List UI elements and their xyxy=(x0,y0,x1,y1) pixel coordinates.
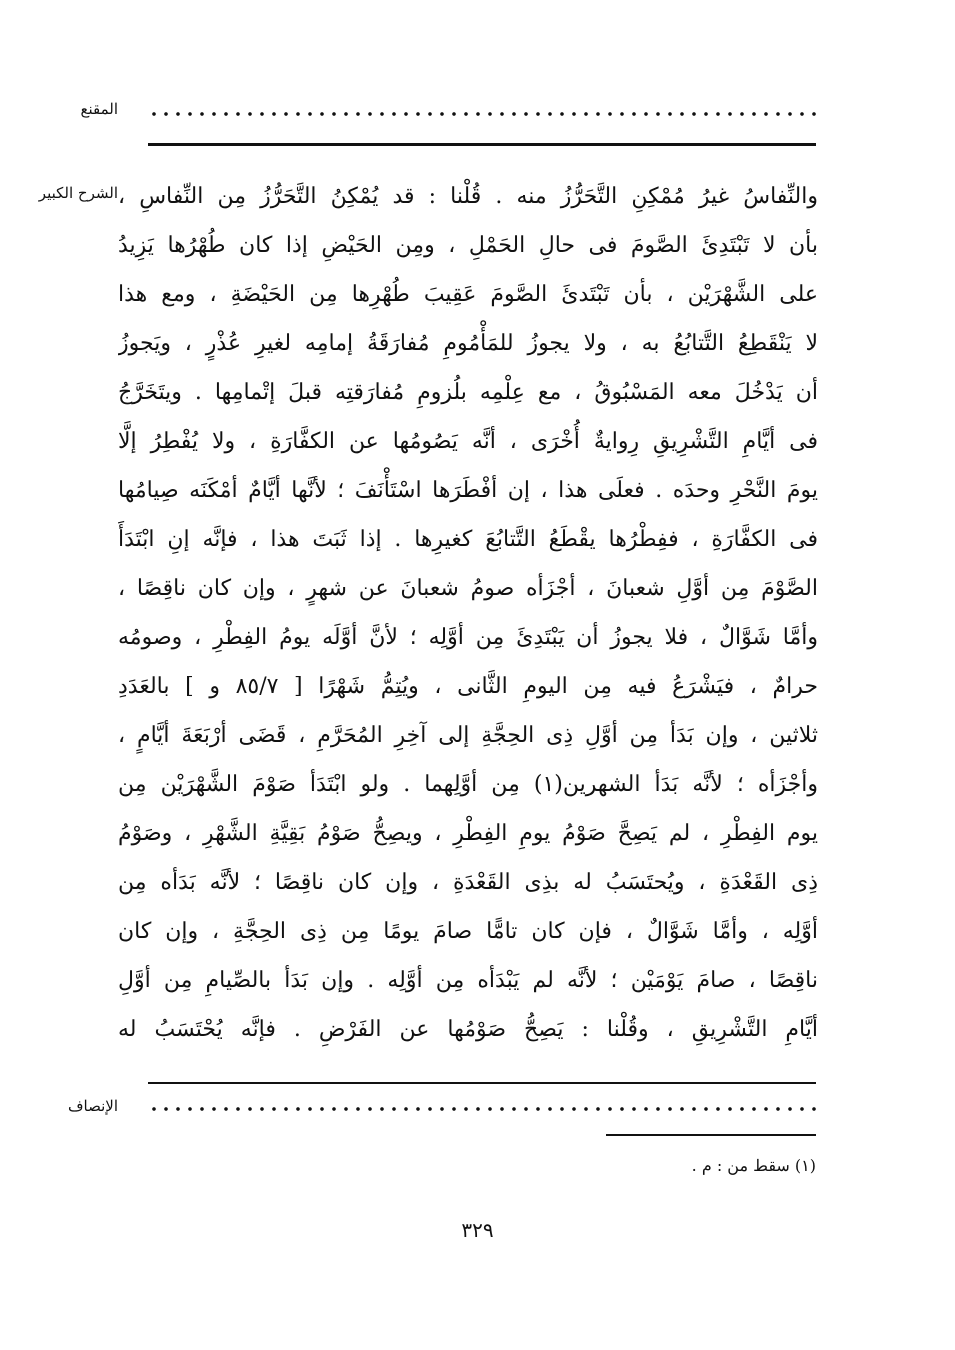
text-line-15: ذِى القَعْدَةِ ، ويُحتَسَبُ له بذِى القَعْدَةِ ، وإن كان ناقِصًا ؛ لأنَّه بَدَأه مِن xyxy=(118,870,818,895)
top-rule xyxy=(148,143,816,146)
text-line-18: أيَّامِ التَّشْرِيقِ ، وقُلْنا : يَصِحُّ صَوْمُها عن الفَرْضِ . فإنَّه يُحْتَسَبُ له xyxy=(118,1017,818,1042)
text-line-2: بأن لا تَبْتَدِئَ الصَّومَ فى حالِ الحَمْلِ ، ومِن الحَيْضِ إذا كان طُهْرُها يَزِيدُ xyxy=(118,233,818,258)
text-line-6: فى أيَّامِ التَّشْرِيقِ رِوايةٌ أُخْرَى ، أنَّه يَصُومُها عن الكفَّارَةِ ، ولا يُفْطِرُ إلَّا xyxy=(118,429,818,454)
text-line-3: على الشَّهْرَيْن ، بأن تَبْتَدئَ الصَّومَ عَقِيبَ طُهْرِها مِن الحَيْضَةِ ، ومع هذا xyxy=(118,282,818,307)
footnote-separator xyxy=(606,1134,816,1136)
insaf-section-label: الإنصاف xyxy=(67,1097,118,1115)
sharh-section-label: الشرح الكبير xyxy=(38,184,118,202)
main-text-block xyxy=(118,172,818,1054)
text-line-8: فى الكفَّارَةِ ، ففِطْرُها يقْطَعُ التَّتابُعَ كغيرِها . إذا ثَبَتَ هذا ، فإنَّه إنِ ابْتَدَأَ xyxy=(118,527,818,552)
top-dotted-line xyxy=(148,111,816,117)
text-line-4: لا يَنْقَطِعُ التَّتابُعُ به ، ولا يجوزُ للمَأْمُومِ مُفارَقَةُ إمامِه لغيرِ عُذْرٍ ، ويَجوزُ xyxy=(118,331,818,356)
footnote: (١) سقط من : م . xyxy=(691,1156,816,1175)
text-line-10: وأمَّا شَوَّالٌ ، فلا يجوزُ أن يَبْتَدِئَ مِن أوَّلِه ؛ لأنَّ أوَّلَه يومُ الفِطْرِ ، وصومُه xyxy=(118,625,818,650)
text-line-17: ناقِصًا ، صامَ يَوْمَيْن ؛ لأنَّه لم يَبْدَأه مِن أوَّلِه . وإن بَدَأ بالصِّيامِ مِن أوَّلِ xyxy=(118,968,818,993)
text-line-1: والنِّفاسُ غيرُ مُمْكِنِ التَّحَرُّزُ منه . قُلْنا : قد يُمْكِنُ التَّحَرُّزُ مِن النِّفاسِ ، xyxy=(118,184,818,209)
text-line-14: يوم الفِطْرِ ، لم يَصِحَّ صَوْمُ يومِ الفِطْرِ ، ويصِحُّ صَوْمُ بَقِيَّةِ الشَّهْرِ ، وصَوْمُ xyxy=(118,821,818,846)
text-line-7: يومَ النَّحْرِ وحدَه . فعلَى هذا ، إن أفْطَرَها اسْتَأْنَفَ ؛ لأنَّها أيَّامٌ أمْكَنَه صِيامُها xyxy=(118,478,818,503)
bottom-rule xyxy=(148,1082,816,1084)
page-number: ٣٢٩ xyxy=(461,1218,494,1242)
text-line-9: الصَّوْمَ مِن أوَّلِ شعبانَ ، أجْزَأه صومُ شعبانَ عن شهرٍ ، وإن كان ناقِصًا ، xyxy=(118,576,818,601)
text-line-12: ثلاثين ، وإن بَدَأ مِن أوَّلِ ذِى الحِجَّةِ إلى آخِرِ المُحَرَّمِ ، قَضَى أرْبَعَةَ أيَّامٍ ، xyxy=(118,723,818,748)
text-line-16: أوَّلِه ، وأمَّا شَوَّالٌ ، فإن كان تامًّا صامَ يومًا مِن ذِى الحِجَّةِ ، وإن كان xyxy=(118,919,818,944)
book-title-label: المقنع xyxy=(80,100,118,118)
text-line-13: وأجْزَأه ؛ لأنَّه بَدَأ الشهرين(١) مِن أوَّلِهما . ولو ابْتَدَأ صَوْمَ الشَّهْرَيْن مِن xyxy=(118,772,818,797)
text-line-11: حرامٌ ، فيَشْرَعُ فيه مِن اليومِ الثَّانى ، ويُتِمُّ شَهْرًا [ ٨٥/٧ و ] بالعَدَدِ xyxy=(118,674,818,699)
text-line-5: أن يَدْخُلَ معه المَسْبُوقُ ، مع عِلْمِه بلُزومِ مُفارَقتِه قبلَ إتْمامِها . ويتَخَرَّجُ xyxy=(118,380,818,405)
bottom-dotted-line xyxy=(148,1106,816,1112)
